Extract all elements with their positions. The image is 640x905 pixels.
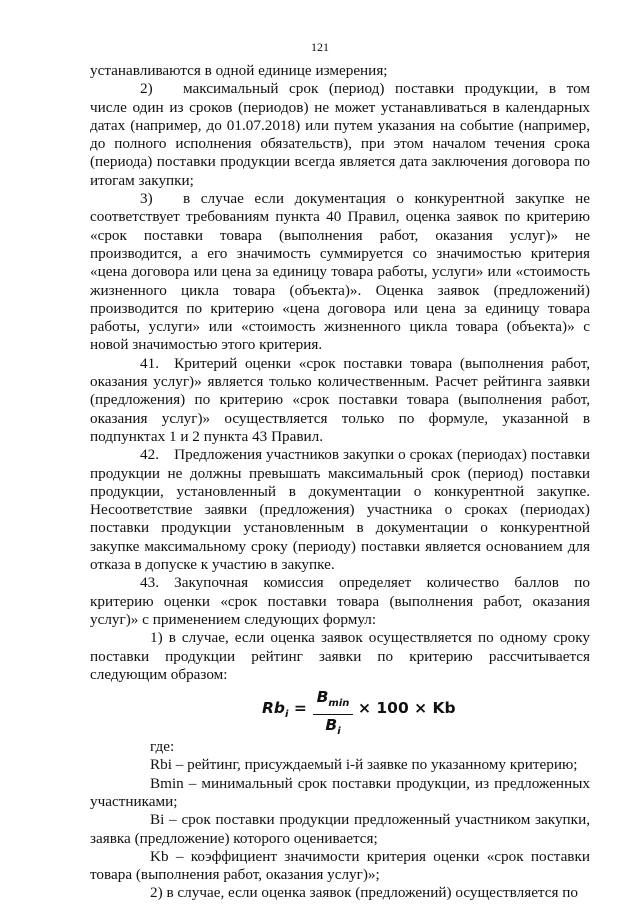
- paragraph-clause-43: 43. Закупочная комиссия определяет количество баллов по критерию оценки «срок поставки товара (выполнения работ, оказания услуг)» с применением следующих формул:: [90, 574, 590, 628]
- definition-rbi: Rbi – рейтинг, присуждаемый i-й заявке по указанному критерию;: [150, 756, 578, 774]
- definition-bmin: Bmin – минимальный срок поставки продукции, из предложенных участниками;: [90, 774, 590, 810]
- definition-kb: Kb – коэффициент значимости критерия оценки «срок поставки товара (выполнения работ, оказания услуг)»;: [90, 847, 590, 884]
- paragraph-subitem-2: 2) в случае, если оценка заявок (предложений) осуществляется по: [150, 884, 579, 902]
- formula-denominator: $B_i$: [325, 716, 341, 738]
- paragraph-subitem-1: 1) в случае, если оценка заявок осуществляется по одному сроку поставки продукции рейтинг заявки по критерию рассчитывается следующим образом:: [90, 629, 590, 683]
- formula-numerator: $B_{min}$: [313, 688, 353, 715]
- paragraph-continuation: устанавливаются в одной единице измерения;: [90, 62, 388, 79]
- definition-bi: Bi – срок поставки продукции предложенный участником закупки, заявка (предложение) которого оценивается;: [90, 811, 590, 847]
- formula-rhs: × 100 × Kb: [358, 699, 456, 718]
- definitions-intro: где:: [150, 738, 175, 756]
- paragraph-clause-42: 42. Предложения участников закупки о сроках (периодах) поставки продукции не должны превышать максимальный срок (период) поставки продукции, установленный в документации о конкурентной закупке. Несоответствие заявки (предложения) участника о сроках (периодах) поставки продукции установленным в документации о конкурентной закупке максимальному сроку (периоду) поставки является основанием для отказа в допуске к участию в закупке.: [90, 446, 590, 574]
- paragraph-clause-41: 41. Критерий оценки «срок поставки товара (выполнения работ, оказания услуг)» является только количественным. Расчет рейтинга заявки (предложения) по критерию «срок поставки товара (выполнения работ, оказания услуг)» осуществляется только по формуле, указанной в подпунктах 1 и 2 пункта 43 Правил.: [90, 354, 590, 445]
- document-body: [90, 62, 590, 903]
- paragraph-item-2: 2) максимальный срок (период) поставки продукции, в том числе один из сроков (периодов) не может устанавливаться в календарных датах (например, до 01.07.2018) или путем указания на событие (например, до полного исполнения обязательств), при этом началом течения срока (периода) поставки продукции всегда является дата заключения договора по итогам закупки;: [90, 80, 590, 189]
- formula-fraction: [313, 688, 353, 742]
- rating-formula: [90, 684, 590, 738]
- paragraph-item-3: 3) в случае если документация о конкурентной закупке не соответствует требованиям пункта 40 Правил, оценка заявок по критерию «срок поставки товара (выполнения работ, оказания услуг)» не производится, а его значимость суммируется со значимостью критерия «цена договора или цена за единицу товара работы, услуги» или «стоимость жизненного цикла товара (объекта)». Оценка заявок (предложений) производится по критерию «цена договора или цена за единицу товара работы, услуги» или «стоимость жизненного цикла товара (объекта)» с новой значимостью этого критерия.: [90, 190, 590, 354]
- formula-lhs: $Rb_i$ =: [262, 699, 307, 721]
- page-number: 121: [311, 40, 329, 54]
